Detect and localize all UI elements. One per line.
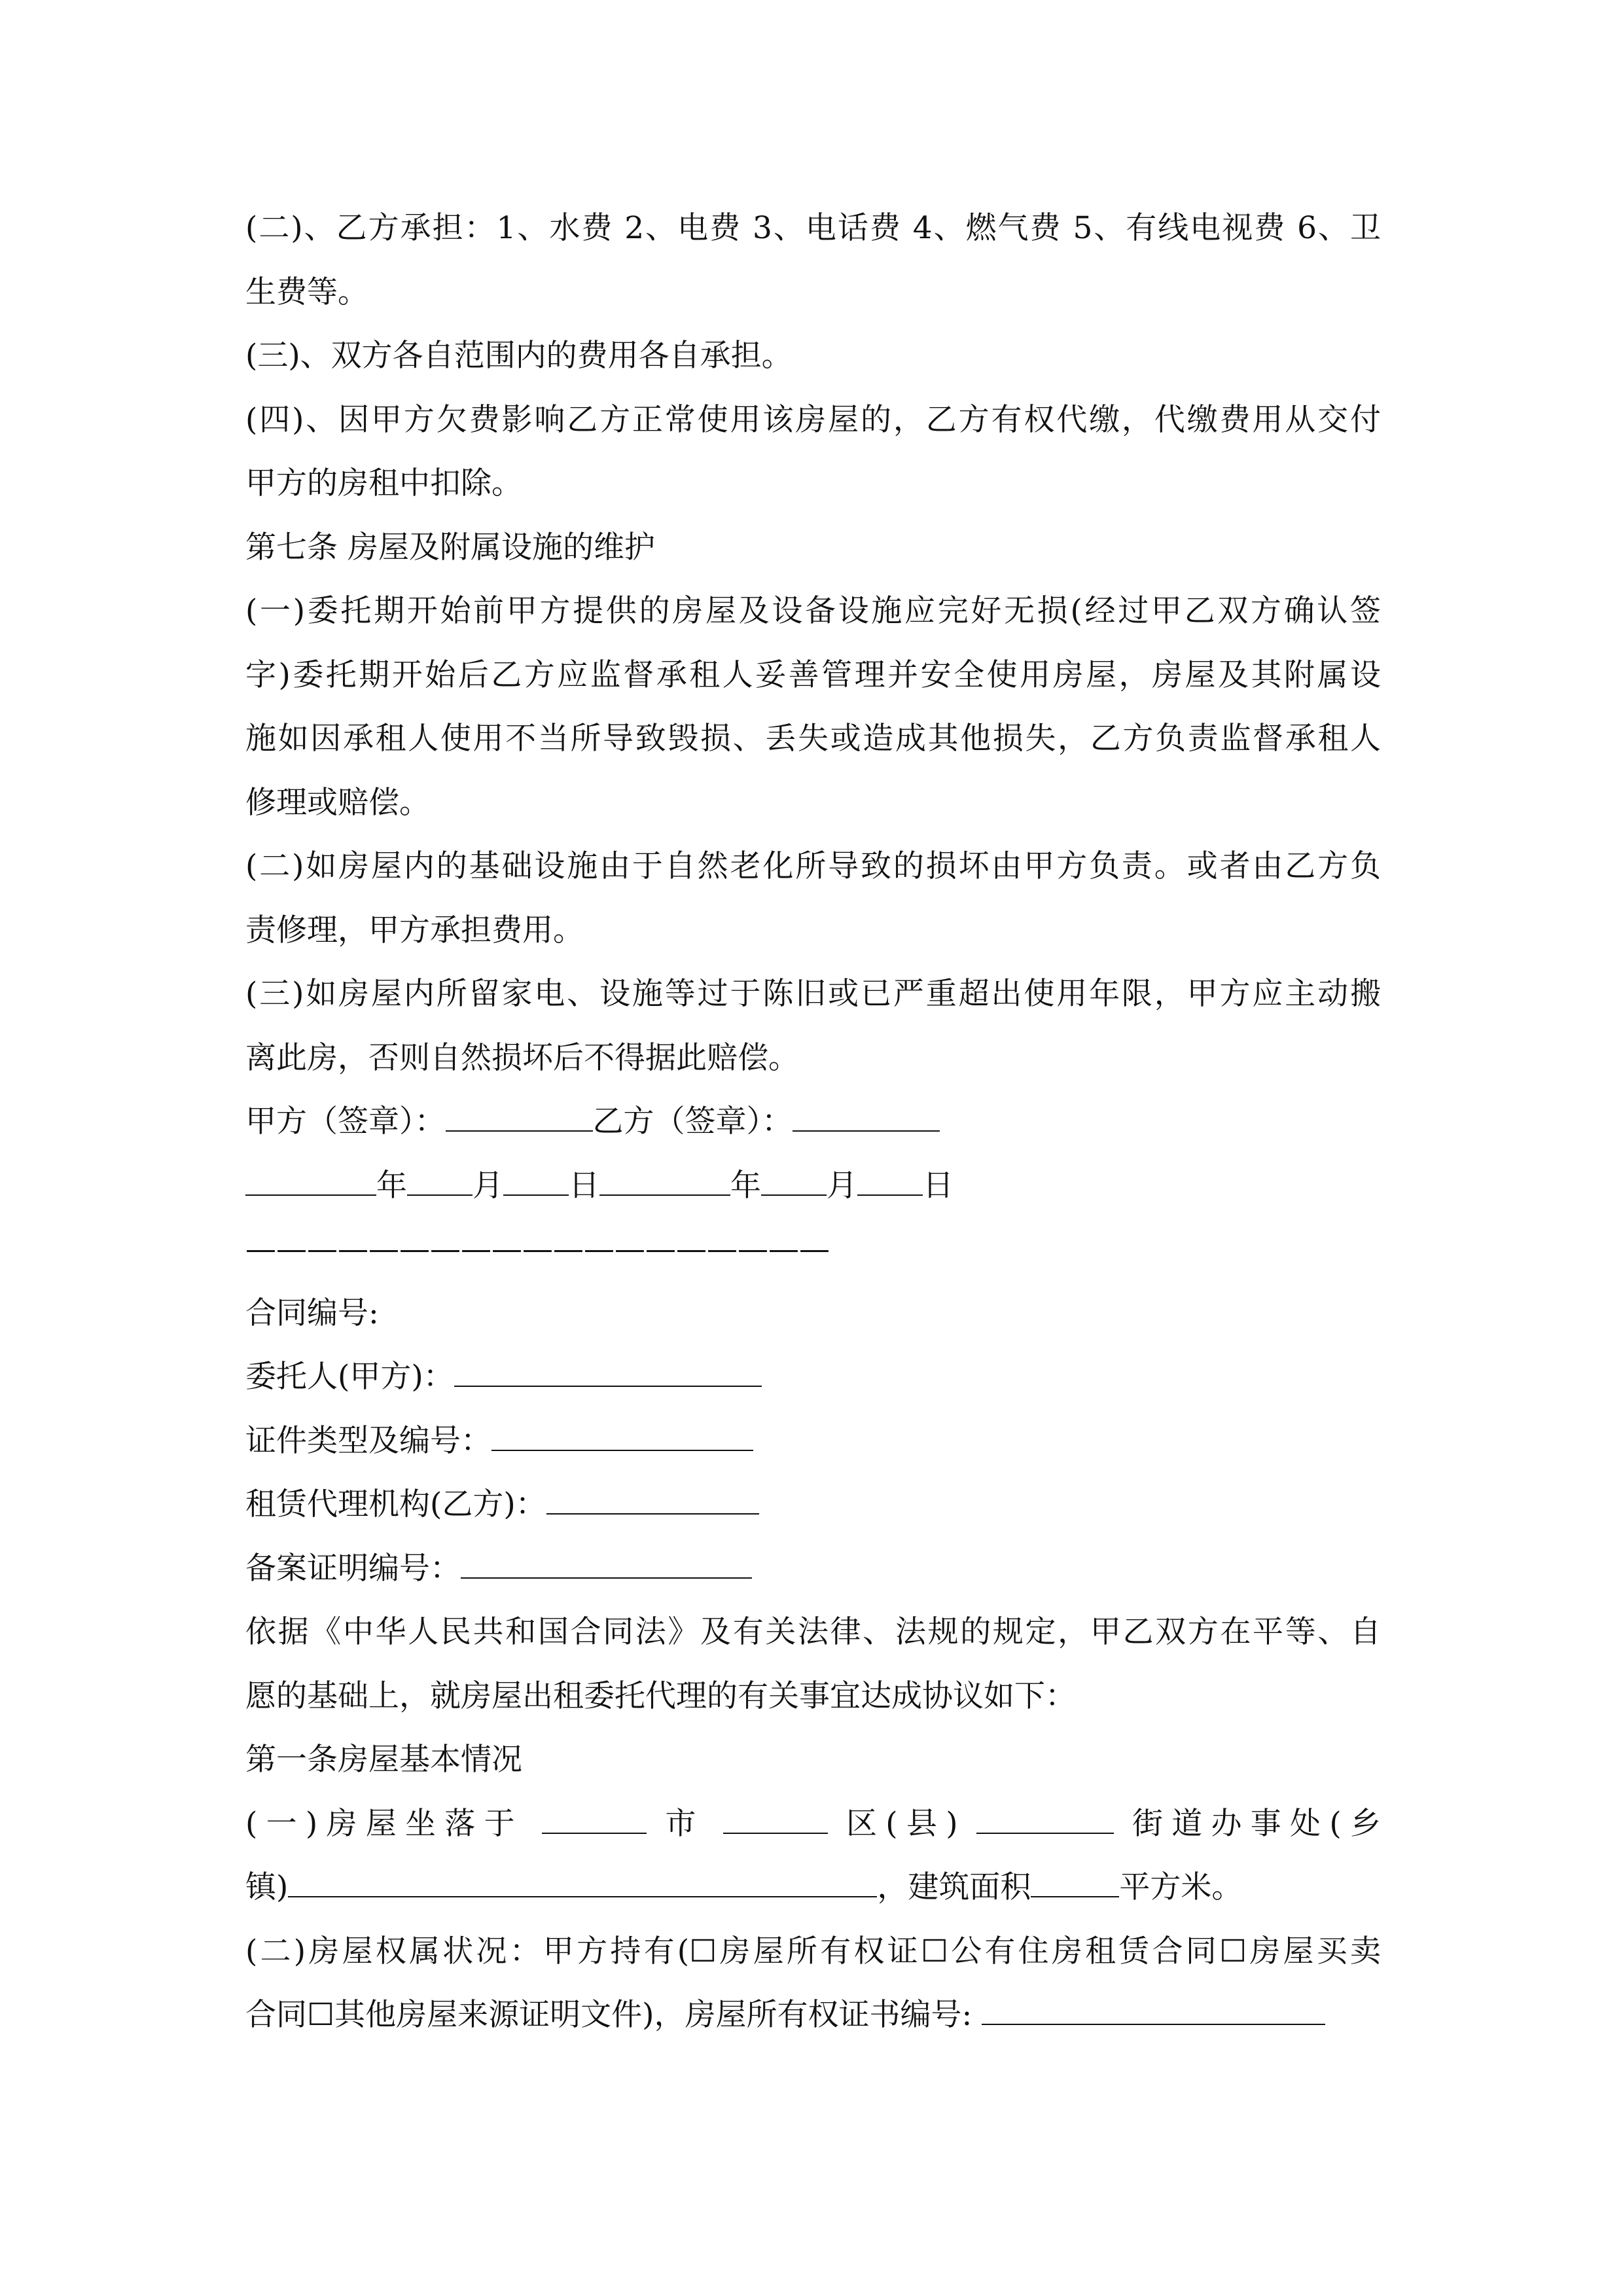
location-line-2: [245, 1856, 1381, 1920]
id-type-line: [245, 1409, 1381, 1473]
area-label: ，建筑面积: [877, 1869, 1031, 1905]
agency-label: 租赁代理机构(乙方)：: [245, 1486, 546, 1522]
area-field[interactable]: [1031, 1874, 1119, 1897]
text-line: (二)、乙方承担：1、水费 2、电费 3、电话费 4、燃气费 5、有线电视费 6、卫: [245, 210, 1381, 246]
certificate-number-label: 合同☐其他房屋来源证明文件)，房屋所有权证书编号:: [245, 1997, 972, 2033]
text-line: 字)委托期开始后乙方应监督承租人妥善管理并安全使用房屋，房屋及其附属设: [245, 656, 1381, 693]
party-b-sign-label: 乙方（签章）：: [592, 1103, 793, 1139]
location-line: [245, 1792, 1381, 1856]
contract-number-label: 合同编号:: [245, 1295, 379, 1331]
year-label: 年: [730, 1167, 761, 1204]
certificate-number-field[interactable]: [982, 2001, 1325, 2025]
text-line: 生费等。: [245, 274, 368, 310]
principal-field[interactable]: [454, 1363, 762, 1387]
ownership-line: (二)房屋权属状况：甲方持有(☐房屋所有权证☐公有住房租赁合同☐房屋买卖: [245, 1933, 1381, 1969]
date-line: [245, 1154, 1381, 1218]
party-a-month-field[interactable]: [407, 1172, 473, 1196]
separator-line: ———————————————————: [245, 1231, 830, 1267]
text-line: (三)如房屋内所留家电、设施等过于陈旧或已严重超出使用年限，甲方应主动搬: [245, 976, 1381, 1012]
ownership-line-2: [245, 1983, 1381, 2047]
party-b-sign-field[interactable]: [793, 1108, 940, 1132]
month-label: 月: [473, 1167, 503, 1204]
day-label: 日: [569, 1167, 599, 1204]
id-type-label: 证件类型及编号：: [245, 1422, 491, 1459]
party-a-sign-field[interactable]: [446, 1108, 593, 1132]
town-label: 镇): [245, 1869, 289, 1905]
district-label: 区(县): [846, 1805, 958, 1842]
text-line: 修理或赔偿。: [245, 784, 430, 821]
party-a-year-field[interactable]: [245, 1172, 376, 1196]
signature-line: [245, 1090, 1381, 1154]
text-line: 甲方的房租中扣除。: [245, 465, 522, 501]
party-b-year-field[interactable]: [599, 1172, 730, 1196]
text-line: (一)委托期开始前甲方提供的房屋及设备设施应完好无损(经过甲乙双方确认签: [245, 593, 1381, 629]
article-heading: 第一条房屋基本情况: [245, 1742, 522, 1778]
filing-number-field[interactable]: [461, 1555, 752, 1579]
filing-number-label: 备案证明编号：: [245, 1550, 461, 1587]
text-line: 愿的基础上，就房屋出租委托代理的有关事宜达成协议如下：: [245, 1677, 1076, 1714]
party-b-month-field[interactable]: [761, 1172, 827, 1196]
party-a-sign-label: 甲方（签章）：: [245, 1103, 446, 1139]
agency-line: [245, 1473, 1381, 1537]
party-b-day-field[interactable]: [857, 1172, 923, 1196]
principal-line: [245, 1345, 1381, 1409]
text-line: 责修理，甲方承担费用。: [245, 912, 584, 948]
text-line: 离此房，否则自然损坏后不得据此赔偿。: [245, 1039, 799, 1076]
filing-number-line: [245, 1537, 1381, 1601]
id-type-field[interactable]: [491, 1427, 753, 1451]
day-label: 日: [923, 1167, 954, 1204]
text-line: (二)如房屋内的基础设施由于自然老化所导致的损坏由甲方负责。或者由乙方负: [245, 848, 1381, 884]
article-heading: 第七条 房屋及附属设施的维护: [245, 529, 655, 565]
street-field[interactable]: [976, 1810, 1114, 1834]
month-label: 月: [827, 1167, 857, 1204]
city-label: 市: [665, 1805, 705, 1842]
text-line: 依据《中华人民共和国合同法》及有关法律、法规的规定，甲乙双方在平等、自: [245, 1614, 1381, 1650]
party-a-day-field[interactable]: [503, 1172, 569, 1196]
district-field[interactable]: [723, 1810, 828, 1834]
document-body: [245, 196, 1381, 2047]
location-label: (一)房屋坐落于: [245, 1805, 524, 1842]
street-label: 街道办事处(乡: [1132, 1805, 1381, 1842]
area-unit-label: 平方米。: [1119, 1869, 1243, 1905]
principal-label: 委托人(甲方)：: [245, 1359, 454, 1395]
city-field[interactable]: [542, 1810, 647, 1834]
text-line: (四)、因甲方欠费影响乙方正常使用该房屋的，乙方有权代缴，代缴费用从交付: [245, 401, 1381, 438]
year-label: 年: [376, 1167, 407, 1204]
text-line: (三)、双方各自范围内的费用各自承担。: [245, 338, 793, 374]
agency-field[interactable]: [546, 1491, 759, 1515]
town-field[interactable]: [288, 1874, 877, 1897]
text-line: 施如因承租人使用不当所导致毁损、丢失或造成其他损失，乙方负责监督承租人: [245, 721, 1381, 757]
